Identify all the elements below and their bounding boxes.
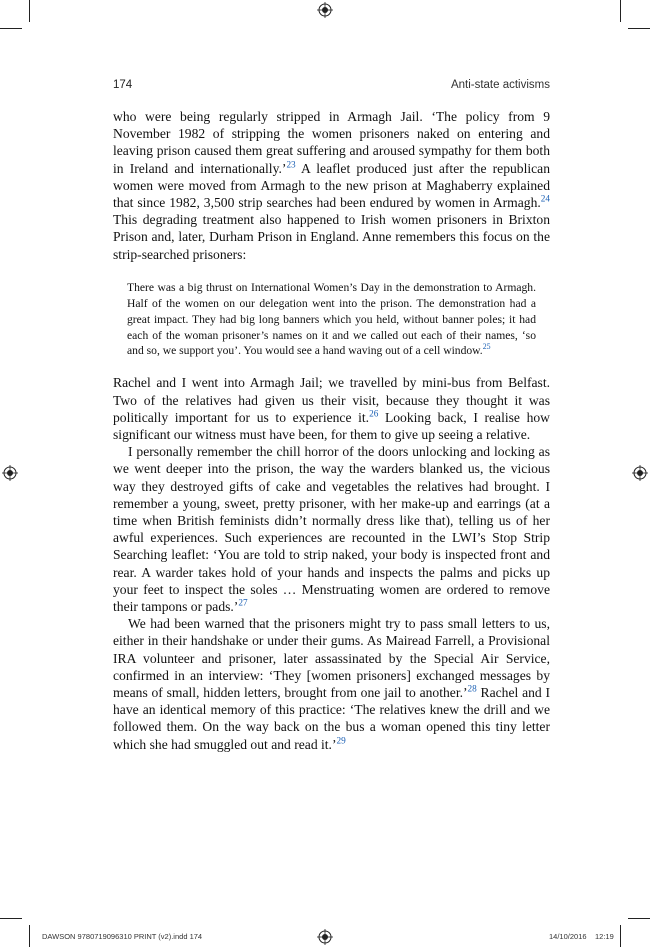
crop-mark [628, 28, 650, 29]
paragraph [113, 615, 550, 753]
registration-mark-icon [632, 465, 648, 481]
crop-mark [0, 28, 22, 29]
text-run: We had been warned that the prisoners might try to pass small letters to us, either in their handshake or under their gums. As Mairead Farrell, a Provisional IRA volunteer and prisoner, later assassinated by the Special Air Service, confirmed in an interview: ‘They [women prisoners] exchanged messages by means of small, hidden letters, brought from one jail to another.’ [113, 616, 550, 701]
crop-mark [29, 925, 30, 947]
block-quote [127, 280, 536, 360]
footnote-ref[interactable]: 29 [336, 735, 346, 746]
crop-mark [29, 0, 30, 22]
paragraph [113, 108, 550, 263]
footnote-ref[interactable]: 25 [482, 342, 491, 352]
crop-mark [620, 0, 621, 22]
paragraph [113, 443, 550, 615]
text-run: I personally remember the chill horror of the doors unlocking and locking as we went deeper into the prison, the way the warders blanked us, the vicious way they destroyed gifts of cake and vegetables the relatives had brought. I remember a young, sweet, pretty prisoner, with her make-up and earrings (at a time when British feminists didn’t normally dress like that), telling us of her awful experiences. Such experiences are recounted in the LWI’s Stop Strip Searching leaflet: ‘You are told to strip naked, your body is inspected front and rear. A warder takes hold of your hands and inspects the palms and picks up your feet to inspect the soles … Menstruating women are ordered to remove their tampons or pads.’ [113, 444, 550, 614]
footnote-ref[interactable]: 24 [540, 193, 550, 204]
text-run: This degrading treatment also happened to Irish women prisoners in Brixton Prison and, later, Durham Prison in England. Anne remembers this focus on the strip-searched prisoners: [113, 212, 550, 262]
registration-mark-icon [317, 929, 333, 945]
body-text [113, 108, 550, 753]
footnote-ref[interactable]: 26 [369, 408, 379, 419]
slug-file-info: DAWSON 9780719096310 PRINT (v2).indd 174 [42, 932, 203, 941]
crop-mark [620, 925, 621, 947]
chapter-title: Anti-state activisms [450, 79, 550, 91]
text-run: who were being regularly stripped in Armagh Jail. ‘The policy from 9 November 1982 of stripping the women prisoners naked on entering and leaving prison caused them great suffering and aroused sympathy for them both in Ireland and internationally.’ [113, 109, 550, 176]
slug-time: 12:19 [595, 932, 614, 941]
crop-mark [0, 918, 22, 919]
text-run: Rachel and I went into Armagh Jail; we travelled by mini-bus from Belfast. Two of the relatives had given us their visit, because they thought it was politically important for us to experience it. [113, 375, 550, 425]
footnote-ref[interactable]: 28 [467, 683, 477, 694]
registration-mark-icon [317, 2, 333, 18]
text-run: A leaflet produced just after the republican women were moved from Armagh to the new prison at Maghaberry explained that since 1982, 3,500 strip searches had been endured by women in Armagh. [113, 160, 551, 211]
paragraphs-before-quote [113, 108, 550, 263]
crop-mark [628, 918, 650, 919]
text-run: Rachel and I have an identical memory of this practice: ‘The relatives knew the drill and we followed them. On the way back on the bus a woman opened this tiny letter which she had smuggled out and read it.’ [113, 685, 550, 752]
footnote-ref[interactable]: 23 [286, 159, 296, 170]
text-run: Looking back, I realise how significant our witness must have been, for them to give up seeing a relative. [113, 409, 550, 442]
slug-date: 14/10/2016 [549, 932, 587, 941]
paragraph [113, 374, 550, 443]
page-number: 174 [113, 79, 133, 91]
registration-mark-icon [2, 465, 18, 481]
footnote-ref[interactable]: 27 [238, 597, 248, 608]
text-run: There was a big thrust on International Women’s Day in the demonstration to Armagh. Half of the women on our delegation went into the prison. The demonstration had a great impact. They had big long banners which you held, without banner poles; it had each of the woman prisoner’s names on it and we called out each of their names, ‘so and so, we support you’. You would see a hand waving out of a cell window. [127, 280, 536, 358]
paragraphs-after-quote [113, 374, 550, 752]
